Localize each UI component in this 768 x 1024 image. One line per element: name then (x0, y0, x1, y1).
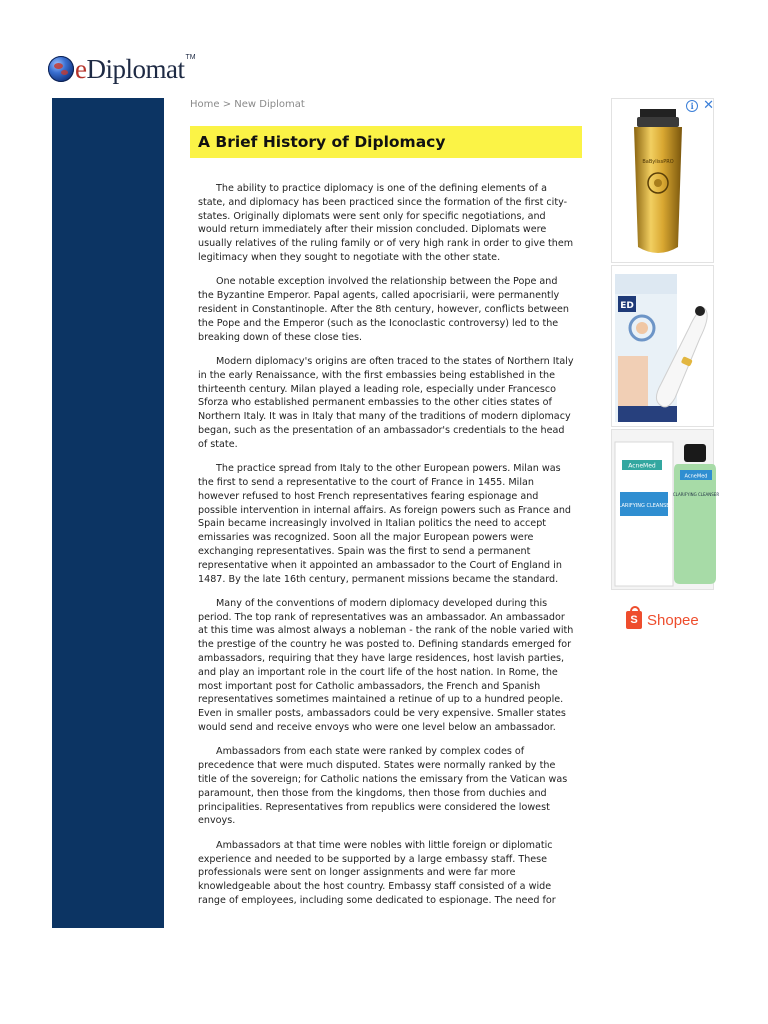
logo-letter-e: e (75, 53, 87, 84)
ad-product-clarifying-cleanser[interactable] (611, 429, 720, 590)
left-sidebar (52, 98, 164, 928)
shopee-bag-icon: S (626, 611, 642, 629)
article-paragraph: Ambassadors from each state were ranked by complex codes of precedence that were much disputed. States were normally ranked by the title of the sovereign; for Catholic nations the emissary from the Vatican was paramount, then those from the kingdoms, then those from duchies and principalities. Representatives from republics were considered the lowest envoys. (198, 746, 568, 827)
article-body (198, 182, 575, 928)
shopee-brand-link[interactable] (626, 611, 699, 629)
cleanser-box-brand: AcneMed (628, 462, 656, 470)
article-paragraph: Ambassadors at that time were nobles with little foreign or diplomatic experience and needed to be supported by a large embassy staff. These professionals were sent on longer assignments and were far more knowledgeable about the host country. Embassy staff consisted of a wide range of employees, including some dedicated to espionage. The need for (198, 839, 556, 907)
cleanser-bottle-brand: AcneMed (684, 473, 708, 480)
page-title: A Brief History of Diplomacy (198, 133, 446, 151)
ad-controls (686, 100, 714, 112)
ad-product-pore-vacuum[interactable] (611, 265, 714, 427)
sidebar-advertisement[interactable] (610, 98, 720, 646)
cleanser-box-label: CLARIFYING CLEANSER (615, 503, 673, 509)
breadcrumb-current-link[interactable]: New Diplomat (234, 99, 305, 110)
logo-name: Diplomat (86, 53, 185, 84)
vacuum-brand-label: ED (620, 301, 634, 311)
shopee-label: Shopee (647, 611, 699, 629)
pore-vacuum-image (612, 266, 715, 428)
breadcrumb (190, 99, 305, 110)
article-paragraph: The ability to practice diplomacy is one of the defining elements of a state, and diplomacy has been practiced since the formation of the first city-states. Originally diplomats were sent only for specific negotiations, and would return immediately after their mission concluded. Diplomats were usually relatives of the ruling family or of very high rank in order to give them legitimacy when they sought to negotiate with the other state. (198, 183, 574, 263)
breadcrumb-separator: > (219, 99, 235, 110)
globe-icon (48, 56, 74, 82)
article-paragraph: One notable exception involved the relationship between the Pope and the Byzantine Emperor. Papal agents, called apocrisiarii, were permanently resident in Constantinople. After the 8th century, however, conflicts between the Pope and the Emperor (such as the Iconoclastic controversy) led to the breaking down of these close ties. (198, 276, 570, 343)
ad-close-icon[interactable]: ✕ (703, 98, 714, 113)
article-paragraph: Many of the conventions of modern diplomacy developed during this period. The top rank of representatives was an ambassador. An ambassador at this time was almost always a nobleman - the rank of the noble varied with the prestige of the country he was posted to. Defining standards emerged for ambassadors, requiring that they have large residences, host lavish parties, and play an important role in the court life of the host nation. In Rome, the most important post for Catholic ambassadors, the French and Spanish representatives sometimes maintained a retinue of up to a hundred people. Even in smaller posts, ambassadors could be very expensive. Smaller states would send and receive envoys who were one level below an ambassador. (198, 597, 574, 734)
logo-wordmark (75, 53, 185, 84)
cleanser-bottle-label: CLARIFYING CLEANSER (672, 492, 720, 497)
article-paragraph: Modern diplomacy's origins are often traced to the states of Northern Italy in the early Renaissance, with the first embassies being established in the thirteenth century. Milan played a leading role, especially under Francesco Sforza who established permanent embassies to the other cities states of Northern Italy. It was in Italy that many of the traditions of modern diplomacy began, such as the presentation of an ambassador's credentials to the head of state. (198, 355, 574, 450)
trimmer-brand-label: BaBylissPRO (642, 159, 674, 165)
breadcrumb-home-link[interactable]: Home (190, 99, 220, 110)
site-logo[interactable] (48, 52, 196, 86)
logo-trademark: TM (185, 54, 196, 61)
ad-product-hair-trimmer[interactable] (611, 98, 714, 263)
hair-trimmer-image (612, 99, 715, 264)
ad-info-icon[interactable]: i (686, 100, 698, 112)
article-paragraph: The practice spread from Italy to the other European powers. Milan was the first to send a representative to the court of France in 1455. Milan however refused to host French representatives fearing espionage and possible intervention in internal affairs. As foreign powers such as France and Spain became increasingly involved in Italian politics the need to accept emissaries was recognized. Soon all the major European powers were exchanging representatives. Spain was the first to send a permanent representative when it appointed an ambassador to the Court of England in 1487. By the late 16th century, permanent missions became the standard. (198, 463, 571, 585)
cleanser-image (612, 430, 720, 591)
page-title-banner (190, 126, 582, 158)
